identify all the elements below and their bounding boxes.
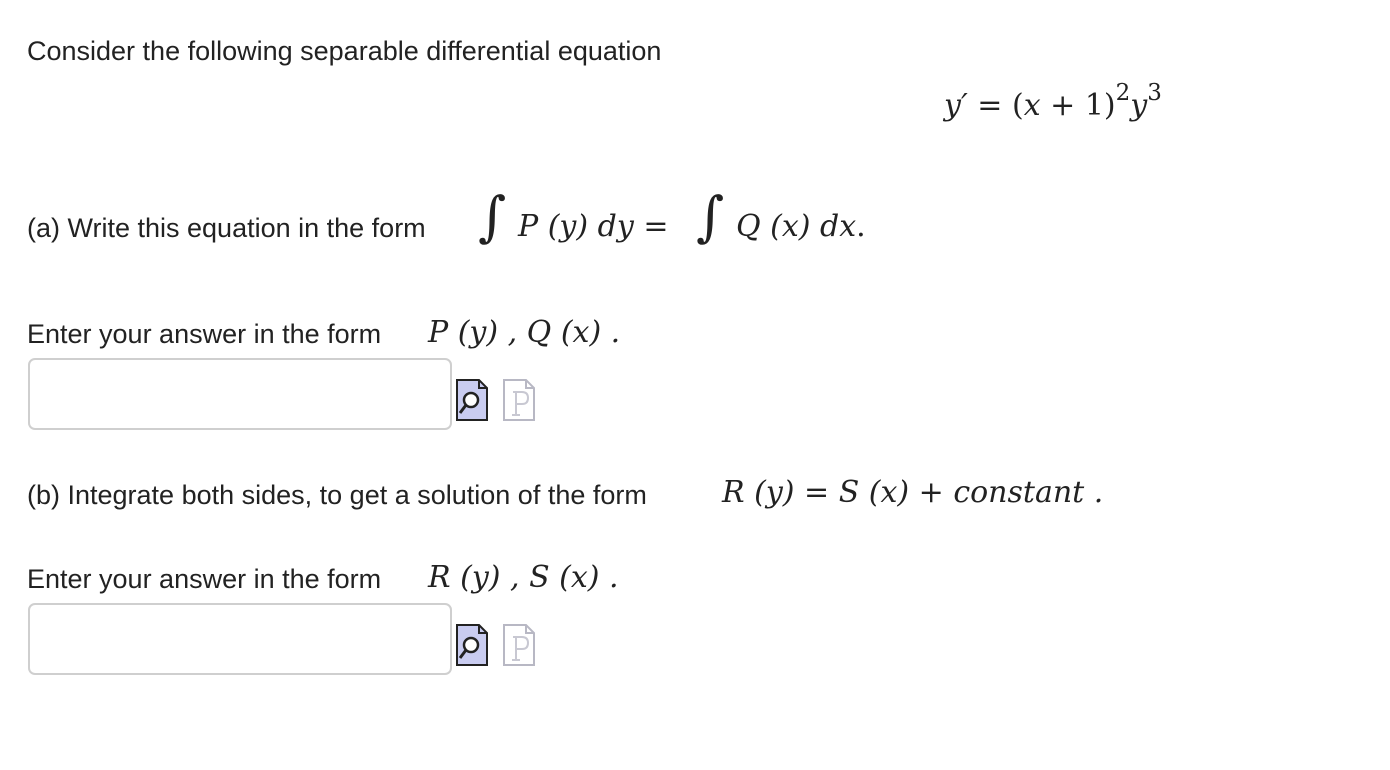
preview-icon[interactable]: [455, 378, 489, 422]
help-icon[interactable]: [502, 623, 536, 667]
dy-term: dy: [597, 209, 634, 244]
q-argument: (x): [760, 209, 821, 244]
prompt-a-math: P (y) , Q (x) .: [428, 315, 621, 350]
integral-equals: =: [633, 209, 669, 244]
prompt-b-text: Enter your answer in the form: [27, 564, 382, 594]
equation-exponent-3: 3: [1147, 80, 1162, 106]
answer-input-a[interactable]: [28, 358, 452, 430]
equation-lhs: y′: [944, 88, 968, 123]
integral-q-expression: [736, 209, 866, 244]
prompt-a-text: Enter your answer in the form: [27, 319, 382, 349]
intro-text: Consider the following separable differential equation: [27, 36, 662, 66]
help-icon[interactable]: [502, 378, 536, 422]
preview-icon[interactable]: [455, 623, 489, 667]
integral-period: .: [856, 209, 866, 244]
dx-term: dx: [820, 209, 857, 244]
part-b-math: R (y) = S (x) + constant .: [722, 475, 1104, 510]
p-argument: (y): [538, 209, 598, 244]
integral-sign-right: ∫: [696, 185, 725, 248]
integral-p-expression: [518, 209, 669, 244]
p-function: P: [518, 209, 539, 244]
part-a-label: (a) Write this equation in the form: [27, 213, 426, 243]
equation-y: y: [1130, 88, 1148, 123]
equation-exponent-2: 2: [1115, 80, 1131, 106]
differential-equation: [944, 80, 1162, 123]
q-function: Q: [736, 209, 761, 244]
part-b-label: (b) Integrate both sides, to get a solution of the form: [27, 480, 647, 510]
equation-x: x: [1023, 88, 1041, 123]
answer-input-b[interactable]: [28, 603, 452, 675]
prompt-b-math: R (y) , S (x) .: [428, 560, 619, 595]
integral-sign-left: ∫: [478, 185, 507, 248]
equation-equals: = (: [967, 88, 1024, 123]
equation-plus-one: + 1): [1040, 88, 1116, 123]
